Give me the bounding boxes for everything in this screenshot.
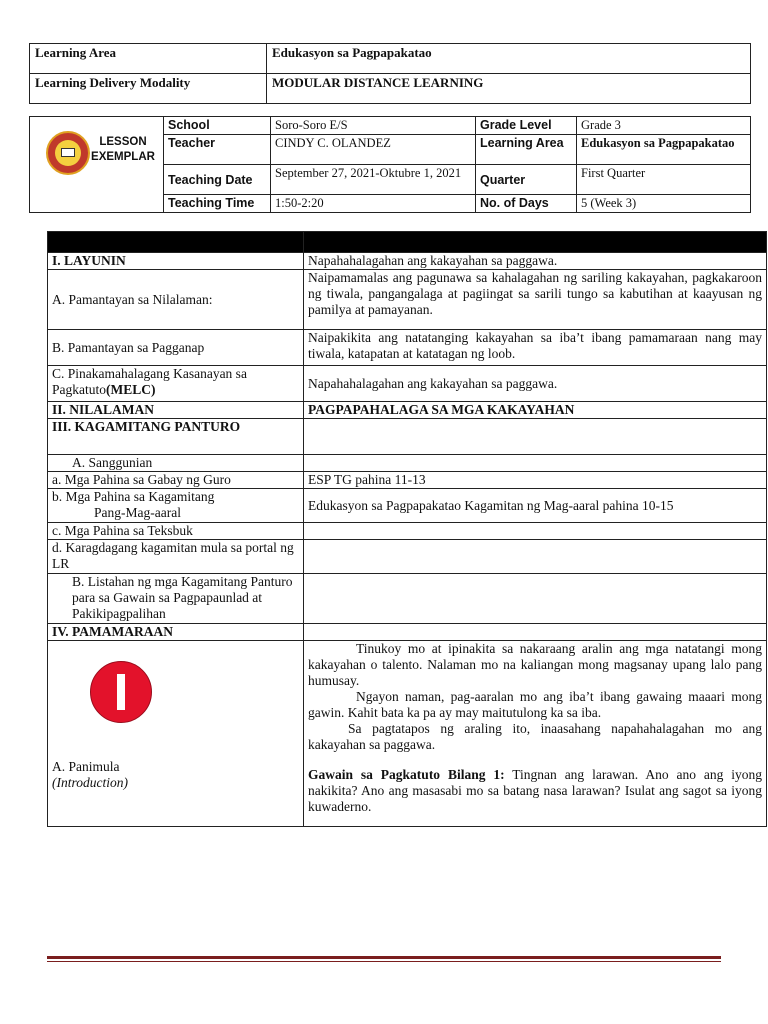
pamantayan-pagganap-value: Naipakikita ang natatanging kakayahan sa iba’t ibang pamamaraan nang may tiwala, katapatan at katatagan ng loob. — [304, 330, 767, 366]
gabay-label: a. Mga Pahina sa Gabay ng Guro — [48, 472, 304, 489]
grade-label: Grade Level — [476, 117, 577, 135]
teksbuk-label: c. Mga Pahina sa Teksbuk — [48, 523, 304, 540]
layunin-label: I. LAYUNIN — [48, 253, 304, 270]
lesson-content-table — [47, 231, 767, 827]
teacher-value: CINDY C. OLANDEZ — [271, 135, 476, 165]
modality-label: Learning Delivery Modality — [30, 74, 267, 104]
mag-aaral-value: Edukasyon sa Pagpapakatao Kagamitan ng Mag-aaral pahina 10-15 — [304, 489, 767, 523]
nilalaman-value: PAGPAPAHALAGA SA MGA KAKAYAHAN — [304, 402, 767, 419]
panimula-cell — [48, 641, 304, 827]
days-value: 5 (Week 3) — [577, 195, 751, 213]
karagdagang-label: d. Karagdagang kagamitan mula sa portal ng LR — [48, 540, 304, 574]
panimula-sub: (Introduction) — [52, 775, 128, 790]
area-label: Learning Area — [476, 135, 577, 165]
stop-sign-icon — [90, 661, 152, 723]
time-value: 1:50-2:20 — [271, 195, 476, 213]
pamamaraan-label: IV. PAMAMARAAN — [48, 624, 304, 641]
melc-label-bold: (MELC) — [106, 382, 156, 397]
school-value: Soro-Soro E/S — [271, 117, 476, 135]
kagamitan-label: III. KAGAMITANG PANTURO — [48, 419, 304, 455]
time-label: Teaching Time — [164, 195, 271, 213]
layunin-value: Napahahalagahan ang kakayahan sa paggawa. — [304, 253, 767, 270]
panimula-label: A. Panimula — [52, 759, 120, 774]
grade-value: Grade 3 — [577, 117, 751, 135]
listahan-label: B. Listahan ng mga Kagamitang Panturo para sa Gawain sa Pagpapaunlad at Pakikipagpalihan — [48, 574, 304, 624]
modality-value: MODULAR DISTANCE LEARNING — [267, 74, 751, 104]
lesson-exemplar-cell — [30, 117, 164, 213]
sanggunian-label: A. Sanggunian — [48, 455, 304, 472]
melc-label-text: C. Pinakamahalagang Kasanayan sa Pagkatuto — [52, 366, 247, 397]
footer-divider — [47, 956, 721, 959]
intro-paragraph-3: Sa pagtatapos ng araling ito, inaasahang napahahalagahan mo ang kakayahan sa paggawa. — [308, 721, 762, 752]
pamantayan-nilalaman-label: A. Pamantayan sa Nilalaman: — [48, 270, 304, 330]
date-value: September 27, 2021-Oktubre 1, 2021 — [271, 165, 476, 195]
gabay-value: ESP TG pahina 11-13 — [304, 472, 767, 489]
school-label: School — [164, 117, 271, 135]
footer-divider-thin — [47, 961, 721, 962]
mag-aaral-label — [48, 489, 304, 523]
mag-aaral-label-line2: Pang-Mag-aaral — [94, 505, 181, 520]
gawain-paragraph — [308, 767, 762, 815]
header-bar — [48, 232, 767, 253]
learning-area-value: Edukasyon sa Pagpapakatao — [267, 44, 751, 74]
lesson-exemplar-label: LESSON EXEMPLAR — [91, 136, 155, 163]
intro-paragraph-2: Ngayon naman, pag-aaralan mo ang iba’t ibang gawaing maaari mong gawin. Kahit bata ka pa ay may maitutulong ka sa iba. — [308, 689, 762, 720]
gawain-text: Tingnan ang larawan. Ano ano ang iyong nakikita? Ano ang masasabi mo sa batang nasa larawan? Isulat ang sagot sa iyong kuwaderno. — [308, 767, 762, 814]
intro-paragraph-1: Tinukoy mo at ipinakita sa nakaraang aralin ang mga natatangi mong kakayahan o talento. Nalaman mo na kaliangan mong magsanay upang lalo pang humusay. — [308, 641, 762, 688]
lesson-header-table — [29, 116, 751, 213]
melc-value: Napahahalagahan ang kakayahan sa paggawa. — [304, 366, 767, 402]
nilalaman-label: II. NILALAMAN — [48, 402, 304, 419]
melc-label — [48, 366, 304, 402]
panimula-content — [304, 641, 767, 827]
gawain-title: Gawain sa Pagkatuto Bilang 1: — [308, 767, 505, 782]
pamantayan-nilalaman-value: Naipamamalas ang pagunawa sa kahalagahan ng sariling kakayahan, pagkakaroon ng tiwala, pangangalaga at pagiingat sa sarili tungo sa kabutihan at kaayusan ng pamilya at pamayanan. — [304, 270, 767, 330]
school-seal-icon — [46, 131, 90, 175]
quarter-value: First Quarter — [577, 165, 751, 195]
teacher-label: Teacher — [164, 135, 271, 165]
learning-area-label: Learning Area — [30, 44, 267, 74]
quarter-label: Quarter — [476, 165, 577, 195]
learning-area-table — [29, 43, 751, 104]
area-value: Edukasyon sa Pagpapakatao — [577, 135, 751, 165]
pamantayan-pagganap-label: B. Pamantayan sa Pagganap — [48, 330, 304, 366]
date-label: Teaching Date — [164, 165, 271, 195]
mag-aaral-label-line1: b. Mga Pahina sa Kagamitang — [52, 489, 215, 504]
days-label: No. of Days — [476, 195, 577, 213]
